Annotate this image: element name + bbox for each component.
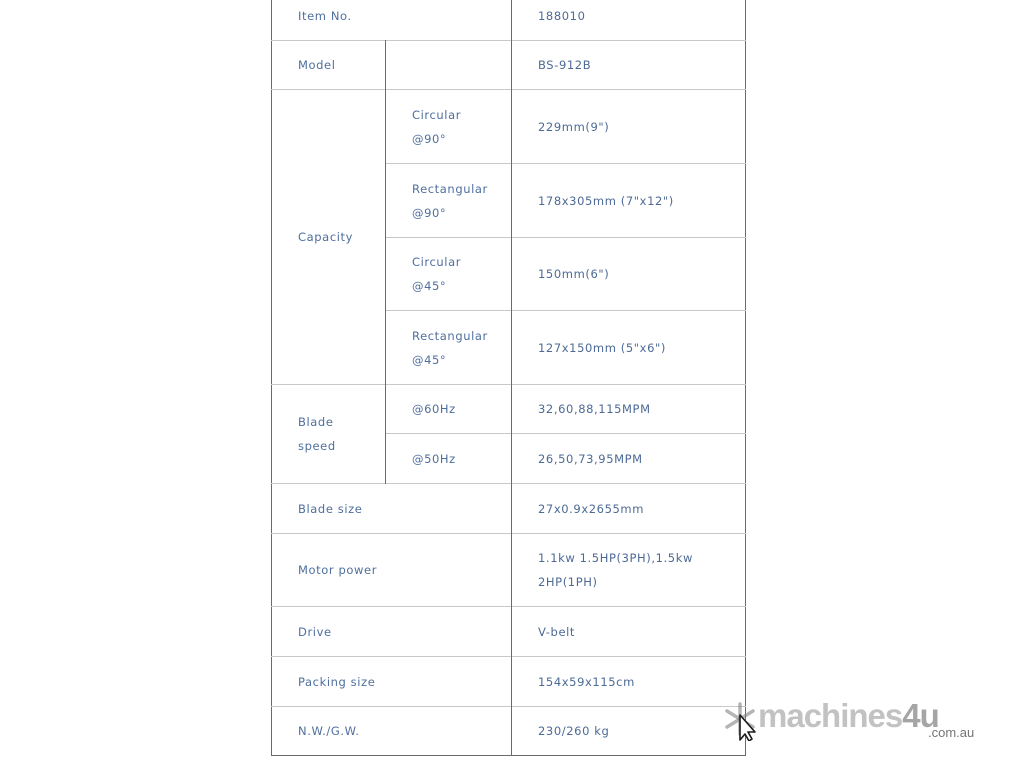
- row-capacity-circular-90: [272, 90, 746, 164]
- row-blade-size: [272, 484, 746, 534]
- blade-speed-value: 32,60,88,115MPM: [512, 385, 746, 434]
- row-drive: [272, 607, 746, 657]
- row-motor-power: [272, 534, 746, 607]
- blade-speed-value: 26,50,73,95MPM: [512, 434, 746, 484]
- row-item-no: [272, 0, 746, 41]
- blade-speed-line1: Blade: [298, 415, 334, 429]
- capacity-label: Capacity: [272, 90, 386, 385]
- capacity-sub-line1: Rectangular: [412, 181, 488, 196]
- snowflake-cursor-icon: [722, 701, 758, 741]
- capacity-value: 229mm(9"): [512, 90, 746, 164]
- capacity-sub-label: [386, 90, 512, 164]
- capacity-sub-line1: Circular: [412, 107, 462, 122]
- machines4u-watermark: [722, 699, 992, 745]
- drive-value: V-belt: [512, 607, 746, 657]
- blade-size-label: Blade size: [272, 484, 512, 534]
- capacity-value: 127x150mm (5"x6"): [512, 311, 746, 385]
- motor-power-line1: 1.1kw 1.5HP(3PH),1.5kw: [538, 551, 693, 565]
- packing-size-label: Packing size: [272, 657, 512, 707]
- motor-power-line2: 2HP(1PH): [538, 575, 598, 589]
- motor-power-label: Motor power: [272, 534, 512, 607]
- capacity-sub-line1: Circular: [412, 255, 462, 269]
- capacity-value: 150mm(6"): [512, 238, 746, 311]
- capacity-sub-line2: @90°: [412, 131, 447, 146]
- watermark-brand: [758, 697, 939, 735]
- spec-table: [271, 0, 746, 756]
- capacity-sub-line2: @90°: [412, 205, 447, 220]
- row-packing-size: [272, 657, 746, 707]
- blade-speed-label: [272, 385, 386, 484]
- blade-speed-freq: @60Hz: [386, 385, 512, 434]
- drive-label: Drive: [272, 607, 512, 657]
- packing-size-value: 154x59x115cm: [512, 657, 746, 707]
- weight-label: N.W./G.W.: [272, 707, 512, 756]
- blade-speed-freq: @50Hz: [386, 434, 512, 484]
- model-value: BS-912B: [512, 41, 746, 90]
- motor-power-value: [512, 534, 746, 607]
- watermark-brand-suffix: 4u: [902, 697, 939, 734]
- row-model: [272, 41, 746, 90]
- weight-value: 230/260 kg: [512, 707, 746, 756]
- row-blade-speed-60: [272, 385, 746, 434]
- row-weight: [272, 707, 746, 756]
- capacity-value: 178x305mm (7"x12"): [512, 164, 746, 238]
- blade-size-value: 27x0.9x2655mm: [512, 484, 746, 534]
- blade-speed-line2: speed: [298, 439, 336, 453]
- capacity-sub-label: [386, 311, 512, 385]
- watermark-domain: .com.au: [928, 725, 975, 740]
- model-empty-cell: [386, 41, 512, 90]
- capacity-sub-line1: Rectangular: [412, 328, 488, 343]
- item-no-label: Item No.: [272, 0, 512, 41]
- capacity-sub-label: [386, 238, 512, 311]
- capacity-sub-line2: @45°: [412, 352, 447, 367]
- item-no-value: 188010: [512, 0, 746, 41]
- capacity-sub-label: [386, 164, 512, 238]
- model-label: Model: [272, 41, 386, 90]
- watermark-brand-text: machines: [758, 697, 903, 734]
- capacity-sub-line2: @45°: [412, 279, 447, 293]
